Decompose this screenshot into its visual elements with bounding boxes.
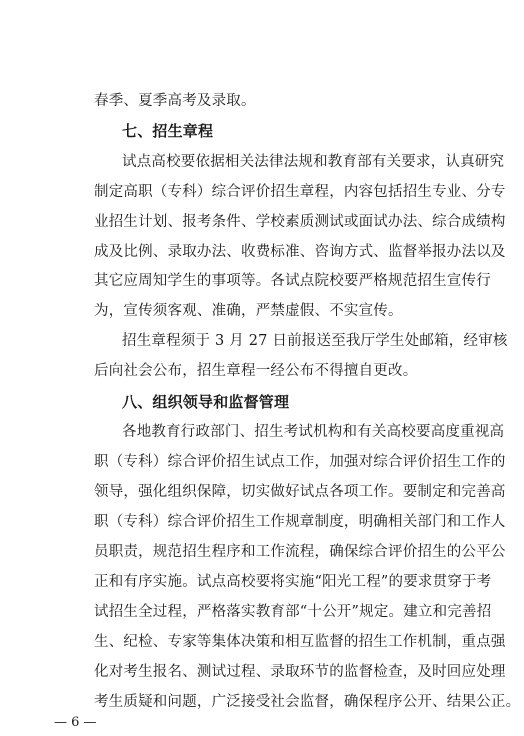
page-number: — 6 — <box>54 715 97 730</box>
paragraph-line: 试点高校要依据相关法律法规和教育部有关要求，认真研究 <box>122 154 505 170</box>
paragraph-line: 各地教育行政部门、招生考试机构和有关高校要高度重视高 <box>122 424 505 440</box>
paragraph-line: 员职责，规范招生程序和工作流程，确保综合评价招生的公平公 <box>94 544 506 560</box>
paragraph-line: 业招生计划、报考条件、学校素质测试或面试办法、综合成绩构 <box>94 214 506 230</box>
paragraph-line: 化对考生报名、测试过程、录取环节的监督检查，及时回应处理 <box>94 664 506 680</box>
paragraph-line: 制定高职（专科）综合评价招生章程，内容包括招生专业、分专 <box>94 184 506 200</box>
paragraph-line: 春季、夏季高考及录取。 <box>94 93 256 109</box>
paragraph-line: 领导，强化组织保障，切实做好试点各项工作。要制定和完善高 <box>94 484 506 500</box>
section-heading-leadership: 八、组织领导和监督管理 <box>122 393 290 411</box>
paragraph-line: 正和有序实施。试点高校要将实施“阳光工程”的要求贯穿于考 <box>94 574 492 590</box>
paragraph-line: 生、纪检、专家等集体决策和相互监督的招生工作机制，重点强 <box>94 634 506 650</box>
paragraph-line: 考生质疑和问题，广泛接受社会监督，确保程序公开、结果公正。 <box>94 694 521 710</box>
paragraph-line: 职（专科）综合评价招生工作规章制度，明确相关部门和工作人 <box>94 514 506 530</box>
paragraph-line: 其它应周知学生的事项等。各试点院校要严格规范招生宣传行 <box>94 273 491 289</box>
paragraph-line: 职（专科）综合评价招生试点工作，加强对综合评价招生工作的 <box>94 454 506 470</box>
paragraph-line: 成及比例、录取办法、收费标准、咨询方式、监督举报办法以及 <box>94 244 506 260</box>
paragraph-line: 为，宣传须客观、准确，严禁虚假、不实宣传。 <box>94 303 403 319</box>
section-heading-charter: 七、招生章程 <box>122 122 214 140</box>
paragraph-line: 招生章程须于 3 月 27 日前报送至我厅学生处邮箱，经审核 <box>122 333 508 349</box>
paragraph-line: 试招生全过程，严格落实教育部“十公开”规定。建立和完善招 <box>94 604 492 620</box>
paragraph-line: 后向社会公布，招生章程一经公布不得擅自更改。 <box>94 363 418 379</box>
